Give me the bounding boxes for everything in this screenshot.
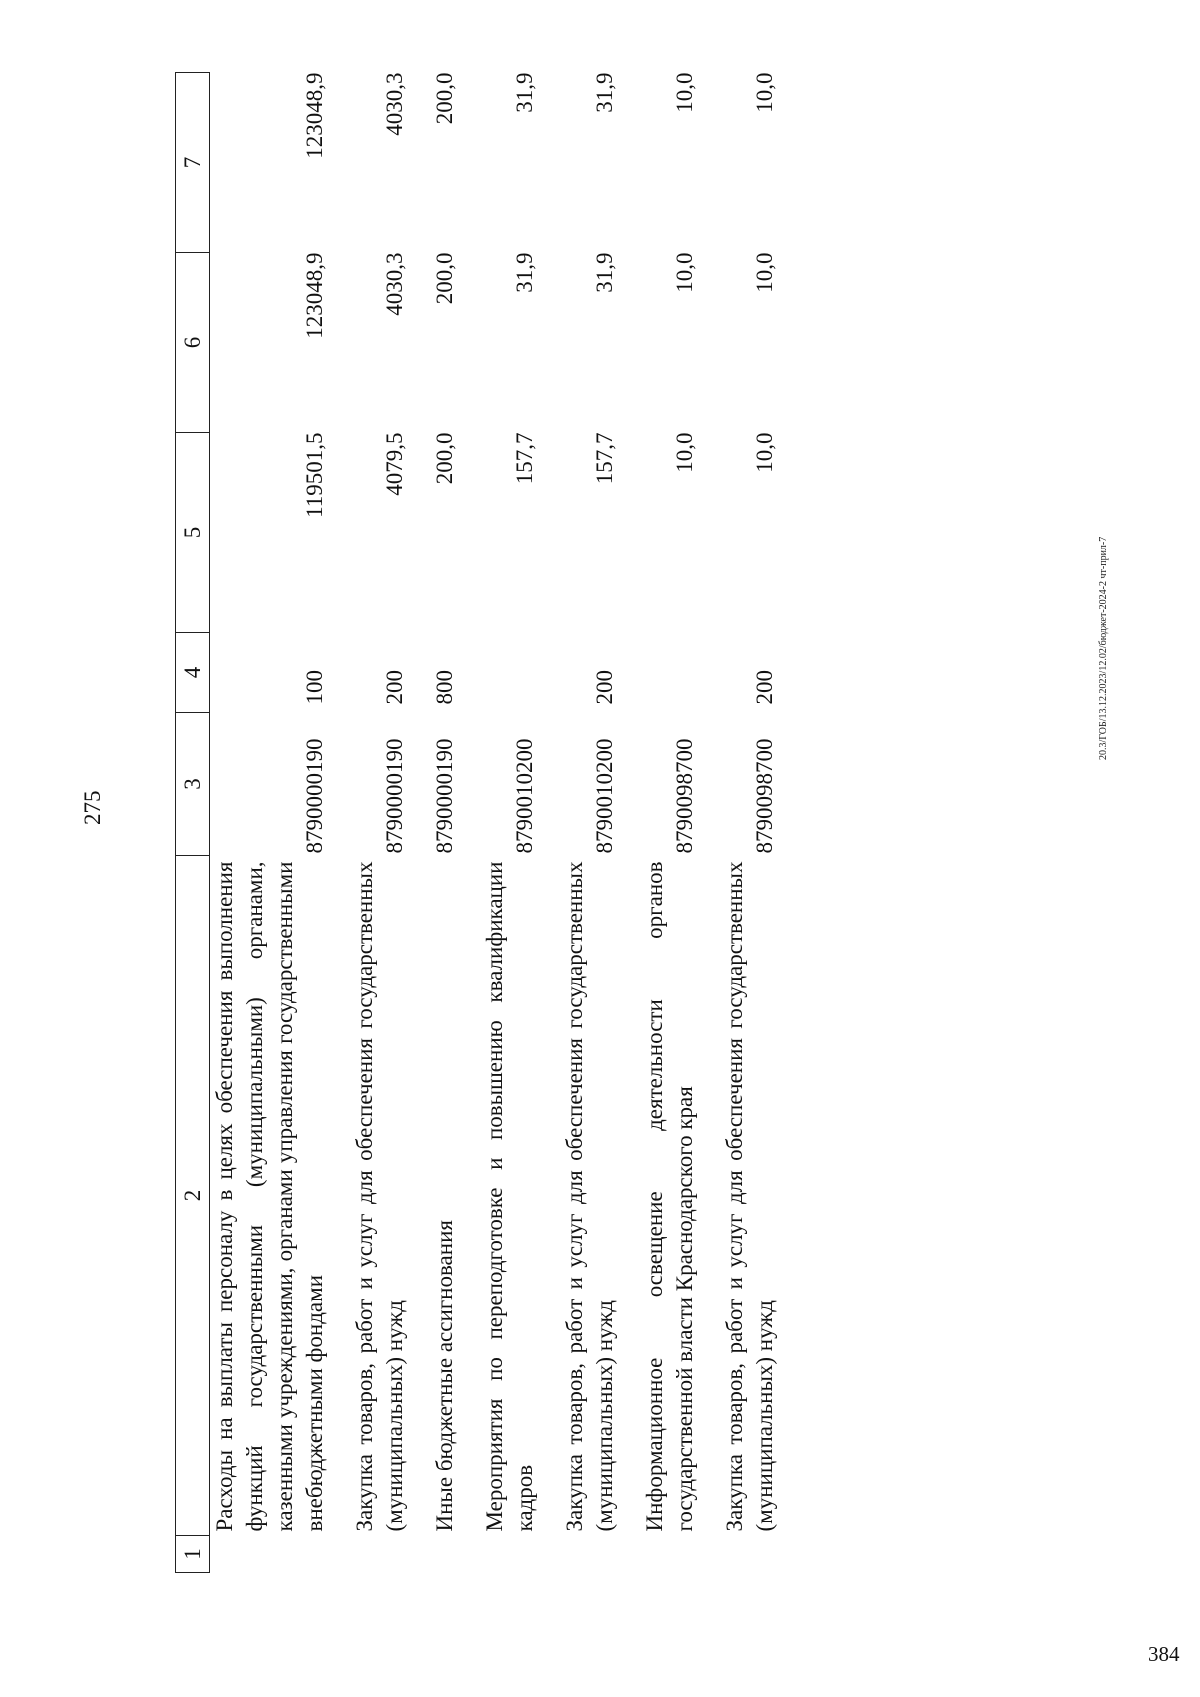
amount-col5-cell: 119501,5 — [302, 432, 327, 518]
table-row — [350, 73, 410, 1573]
sheet-number: 384 — [1148, 1642, 1180, 1666]
column-header-4: 4 — [176, 633, 210, 713]
expense-name-cell: Закупка товаров, работ и услуг для обеспечения государственных (муниципальных) нужд — [352, 861, 407, 1532]
amount-col7-cell: 10,0 — [672, 72, 697, 113]
column-header-3: 3 — [176, 713, 210, 856]
amount-col7-cell: 31,9 — [592, 72, 617, 113]
amount-col5-cell: 157,7 — [592, 432, 617, 485]
amount-col5-cell: 4079,5 — [382, 432, 407, 496]
table-header-row — [176, 73, 210, 1573]
column-header-7: 7 — [176, 73, 210, 253]
amount-col6-cell: 10,0 — [752, 252, 777, 293]
table-row — [480, 73, 540, 1573]
expense-name-cell: Закупка товаров, работ и услуг для обеспечения государственных (муниципальных) нужд — [722, 861, 777, 1532]
amount-col5-cell: 10,0 — [672, 432, 697, 473]
expense-type-cell: 200 — [752, 670, 777, 705]
row-number-cell — [350, 1536, 410, 1573]
document-path-footer: 20.3/ГОБ/13.12.2023/12.02/бюджет-2024-2 чт-прил-7 — [1098, 536, 1109, 760]
page-number: 275 — [80, 790, 105, 825]
target-code-cell: 8790010200 — [512, 738, 537, 854]
expense-name-cell: Закупка товаров, работ и услуг для обеспечения государственных (муниципальных) нужд — [562, 861, 617, 1532]
amount-col7-cell: 4030,3 — [382, 72, 407, 136]
expense-type-cell: 800 — [432, 670, 457, 705]
column-header-5: 5 — [176, 433, 210, 633]
table-row — [640, 73, 700, 1573]
row-number-cell — [480, 1536, 540, 1573]
table-row — [560, 73, 620, 1573]
expense-type-cell: 200 — [382, 670, 407, 705]
row-number-cell — [210, 1536, 331, 1573]
amount-col7-cell: 123048,9 — [302, 72, 327, 159]
row-number-cell — [430, 1536, 460, 1573]
expense-type-cell — [640, 633, 700, 713]
amount-col5-cell: 200,0 — [432, 432, 457, 485]
table-row — [210, 73, 331, 1573]
budget-table-container — [175, 73, 935, 1573]
expense-type-cell — [480, 633, 540, 713]
target-code-cell: 8790010200 — [592, 738, 617, 854]
expense-name-cell: Информационное освещение деятельности органов государственной власти Краснодарского края — [642, 861, 697, 1532]
expense-name-cell: Мероприятия по переподготовке и повышению квалификации кадров — [482, 861, 537, 1532]
target-code-cell: 8790098700 — [672, 738, 697, 854]
column-header-1: 1 — [176, 1536, 210, 1573]
amount-col7-cell: 10,0 — [752, 72, 777, 113]
table-row — [430, 73, 460, 1573]
expense-name-cell: Расходы на выплаты персоналу в целях обеспечения выполнения функций государственными (муниципальными) органами, казенными учреждениями, органами управления государственными внебюджетными фондами — [212, 861, 327, 1532]
column-header-2: 2 — [176, 856, 210, 1536]
row-number-cell — [720, 1536, 780, 1573]
amount-col6-cell: 31,9 — [512, 252, 537, 293]
row-number-cell — [640, 1536, 700, 1573]
target-code-cell: 8790000190 — [432, 738, 457, 854]
column-header-6: 6 — [176, 253, 210, 433]
amount-col5-cell: 157,7 — [512, 432, 537, 485]
budget-table — [175, 72, 780, 1573]
expense-type-cell: 100 — [302, 670, 327, 705]
expense-type-cell: 200 — [592, 670, 617, 705]
target-code-cell: 8790098700 — [752, 738, 777, 854]
table-row — [720, 73, 780, 1573]
target-code-cell: 8790000190 — [382, 738, 407, 854]
row-number-cell — [560, 1536, 620, 1573]
amount-col6-cell: 31,9 — [592, 252, 617, 293]
amount-col6-cell: 200,0 — [432, 252, 457, 305]
amount-col6-cell: 4030,3 — [382, 252, 407, 316]
amount-col5-cell: 10,0 — [752, 432, 777, 473]
amount-col6-cell: 123048,9 — [302, 252, 327, 339]
amount-col7-cell: 200,0 — [432, 72, 457, 125]
target-code-cell: 8790000190 — [302, 738, 327, 854]
amount-col7-cell: 31,9 — [512, 72, 537, 113]
amount-col6-cell: 10,0 — [672, 252, 697, 293]
expense-name-cell: Иные бюджетные ассигнования — [432, 1220, 457, 1532]
